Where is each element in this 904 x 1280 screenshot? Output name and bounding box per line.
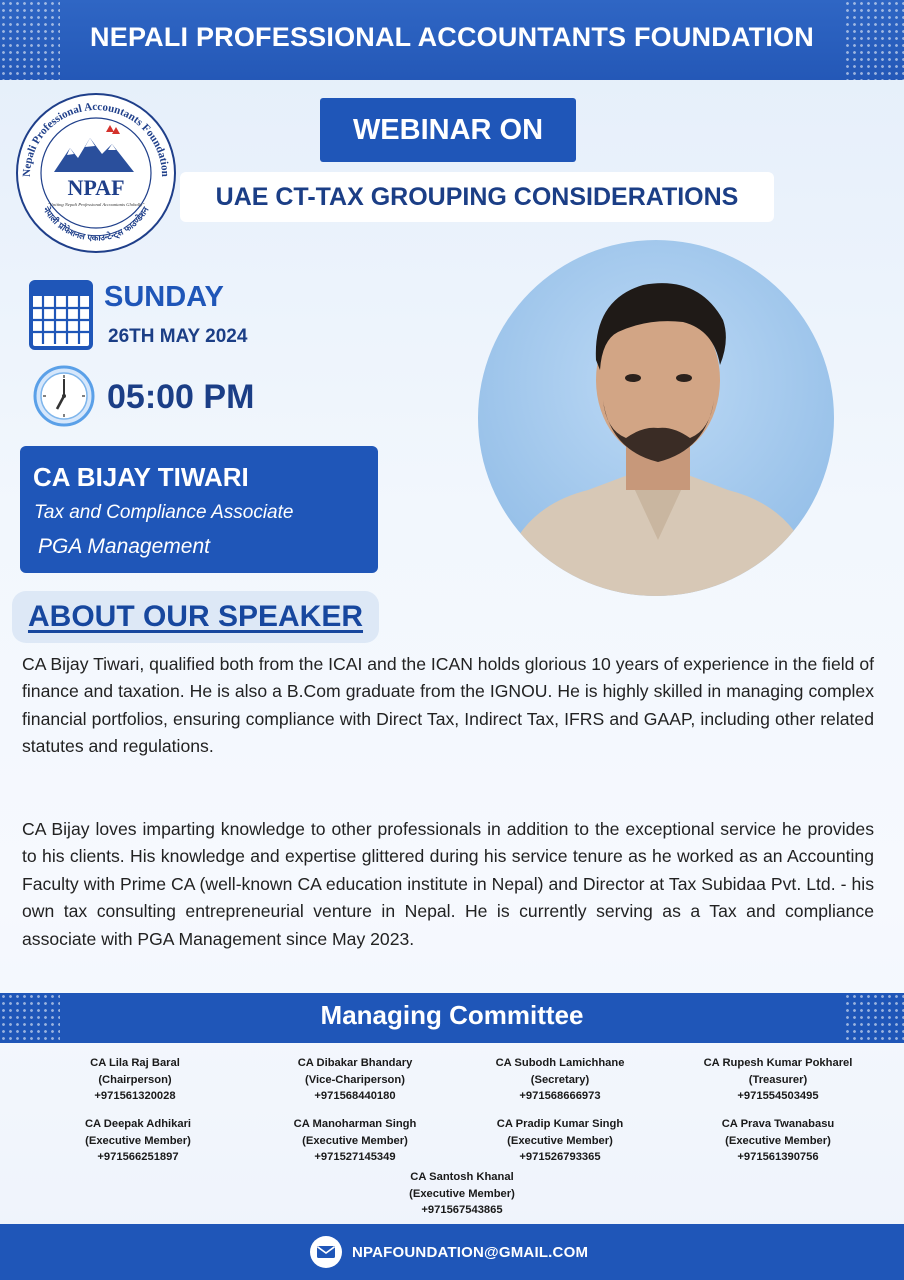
member-role: (Executive Member) bbox=[507, 1134, 613, 1147]
member-phone: +971526793365 bbox=[519, 1151, 601, 1163]
npaf-logo bbox=[12, 92, 180, 254]
member-name: CA Subodh Lamichhane bbox=[495, 1057, 625, 1069]
committee-member bbox=[450, 1055, 670, 1105]
member-role: (Executive Member) bbox=[725, 1134, 831, 1147]
member-role: (Executive Member) bbox=[85, 1134, 191, 1147]
committee-member bbox=[668, 1116, 888, 1166]
speaker-card bbox=[20, 446, 378, 573]
webinar-label: WEBINAR ON bbox=[352, 113, 544, 146]
member-role: (Vice-Chariperson) bbox=[305, 1073, 405, 1086]
webinar-label-box bbox=[320, 98, 576, 162]
member-role: (Executive Member) bbox=[409, 1187, 515, 1200]
member-role: (Executive Member) bbox=[302, 1134, 408, 1147]
member-phone: +971568666973 bbox=[519, 1090, 601, 1102]
member-name: CA Lila Raj Baral bbox=[90, 1057, 180, 1069]
topic-box bbox=[180, 172, 774, 222]
about-heading-box bbox=[12, 591, 379, 643]
member-name: CA Prava Twanabasu bbox=[721, 1118, 835, 1130]
member-phone: +971554503495 bbox=[737, 1090, 819, 1102]
member-name: CA Rupesh Kumar Pokharel bbox=[703, 1057, 853, 1069]
member-phone: +971561390756 bbox=[737, 1151, 819, 1163]
member-name: CA Manoharman Singh bbox=[293, 1118, 417, 1130]
committee-member bbox=[25, 1055, 245, 1105]
about-heading: ABOUT OUR SPEAKER bbox=[27, 600, 364, 633]
committee-member bbox=[352, 1169, 572, 1219]
member-role: (Treasurer) bbox=[748, 1073, 808, 1086]
member-phone: +971567543865 bbox=[421, 1204, 503, 1216]
speaker-photo bbox=[478, 240, 834, 596]
member-name: CA Pradip Kumar Singh bbox=[496, 1118, 624, 1130]
contact-email[interactable]: NPAFOUNDATION@GMAIL.COM bbox=[352, 1244, 589, 1261]
webinar-topic: UAE CT-TAX GROUPING CONSIDERATIONS bbox=[215, 182, 739, 211]
member-name: CA Santosh Khanal bbox=[410, 1171, 514, 1183]
logo-arc-text: Nepali Professional Accountants Foundation bbox=[20, 100, 172, 178]
committee-member bbox=[245, 1116, 465, 1166]
member-phone: +971568440180 bbox=[314, 1090, 396, 1102]
committee-title: Managing Committee bbox=[320, 1000, 584, 1030]
committee-member bbox=[28, 1116, 248, 1166]
committee-member bbox=[450, 1116, 670, 1166]
speaker-name: CA BIJAY TIWARI bbox=[33, 462, 249, 492]
org-title: NEPALI PROFESSIONAL ACCOUNTANTS FOUNDATION bbox=[90, 22, 814, 52]
committee-member bbox=[245, 1055, 465, 1105]
logo-abbr: NPAF bbox=[67, 175, 125, 200]
bio-paragraph-1: CA Bijay Tiwari, qualified both from the ICAI and the ICAN holds glorious 10 years of experience in the field of finance and taxation. He is also a B.Com graduate from the IGNOU. He is highly skilled in managing complex financial portfolios, ensuring compliance with Direct Tax, Indirect Tax, IFRS and GAAP, including other related statutes and regulations. bbox=[22, 654, 874, 757]
mail-icon bbox=[310, 1236, 342, 1268]
member-name: CA Dibakar Bhandary bbox=[297, 1057, 413, 1069]
member-phone: +971527145349 bbox=[314, 1151, 396, 1163]
committee-member bbox=[668, 1055, 888, 1105]
event-time: 05:00 PM bbox=[107, 378, 255, 416]
speaker-role: Tax and Compliance Associate bbox=[34, 502, 294, 523]
member-role: (Chairperson) bbox=[98, 1073, 172, 1086]
member-role: (Secretary) bbox=[530, 1073, 590, 1086]
logo-nepali-text: नेपाली प्रोफेशनल एकाउन्टेन्ट्स फाउण्डेशन bbox=[40, 205, 152, 244]
member-phone: +971566251897 bbox=[97, 1151, 179, 1163]
bio-paragraph-2: CA Bijay loves imparting knowledge to other professionals in addition to the exceptional service he provides to his clients. His knowledge and expertise glittered during his service tenure as he worked as an Accounting Faculty with Prime CA (well-known CA education institute in Nepal) and Director at Tax Subidaa Pvt. Ltd. - his own tax consulting entrepreneurial venture in Nepal. He is currently serving as a Tax and compliance associate with PGA Management since May 2023. bbox=[22, 819, 874, 949]
logo-tagline: "Uniting Nepali Professional Accountants Globally" bbox=[47, 202, 145, 207]
speaker-organization: PGA Management bbox=[38, 535, 210, 558]
member-phone: +971561320028 bbox=[94, 1090, 176, 1102]
member-name: CA Deepak Adhikari bbox=[84, 1118, 192, 1130]
event-day: SUNDAY bbox=[104, 281, 224, 313]
event-date: 26TH MAY 2024 bbox=[108, 326, 248, 347]
clock-icon bbox=[33, 365, 95, 427]
calendar-icon bbox=[28, 278, 94, 352]
